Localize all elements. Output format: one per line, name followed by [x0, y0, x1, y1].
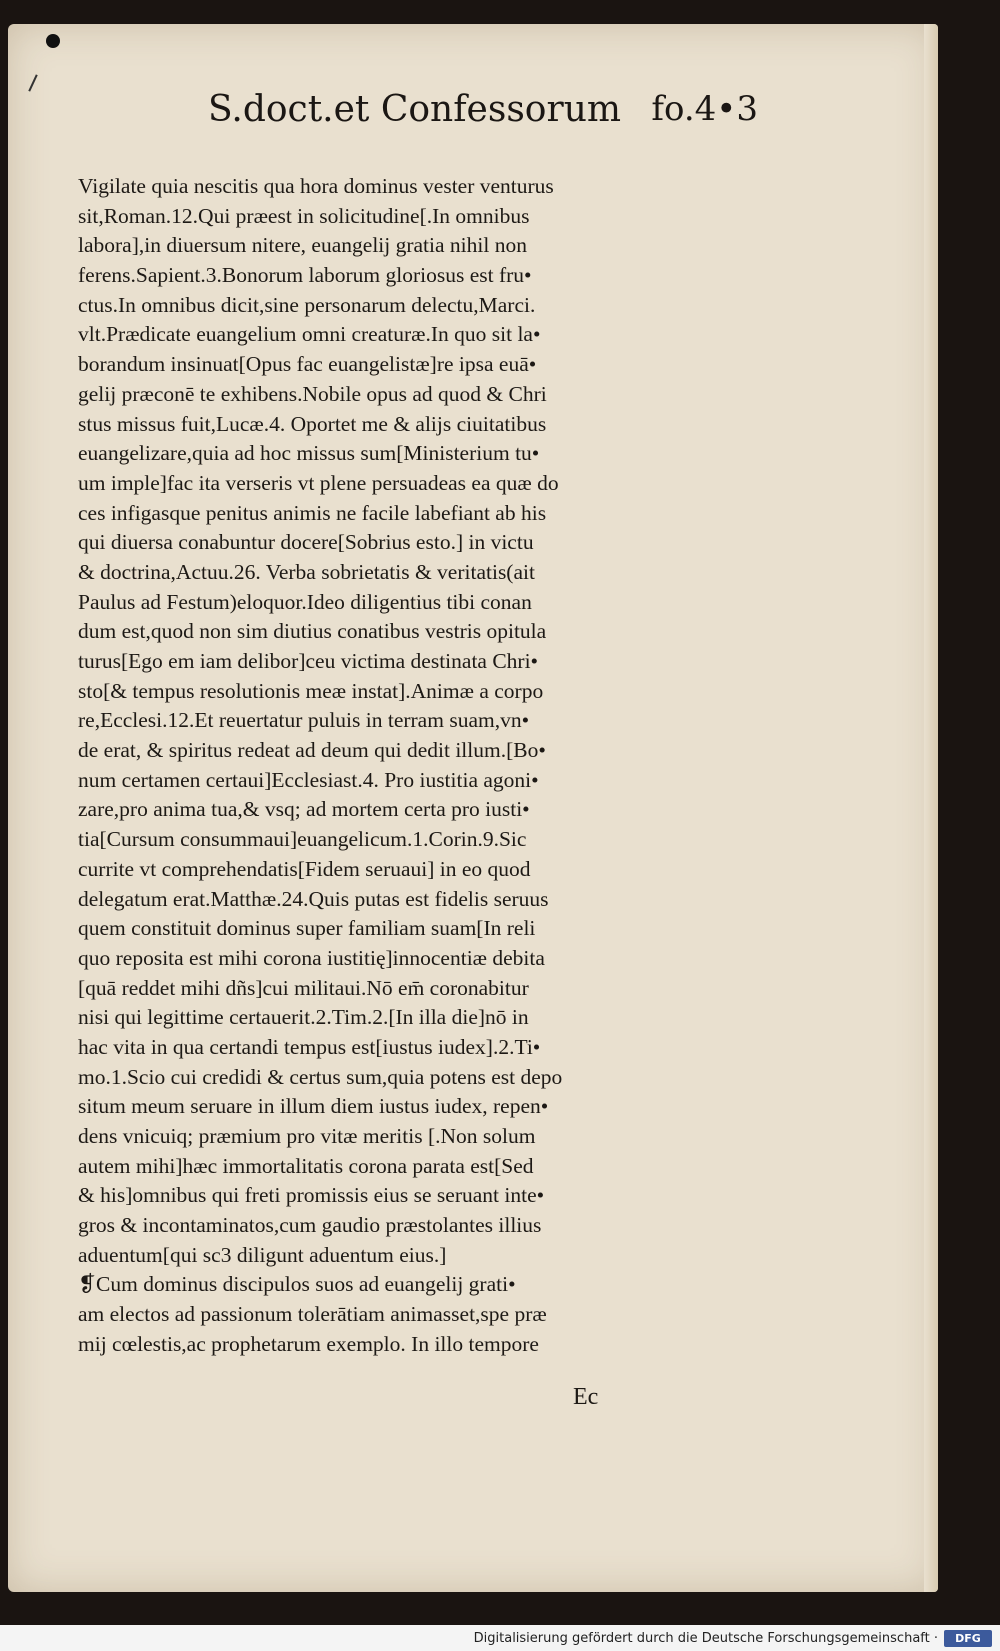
folio-number: fo.4•3: [651, 89, 758, 129]
text-line: Vigilate quia nescitis qua hora dominus vester venturus: [78, 174, 554, 198]
text-line: re,Ecclesi.12.Et reuertatur puluis in terram suam,vn•: [78, 708, 530, 733]
text-line: ctus.In omnibus dicit,sine personarum delectu,Marci.: [78, 292, 536, 317]
text-line: gros & incontaminatos,cum gaudio præstolantes illius: [78, 1213, 542, 1238]
text-line: [quā reddet mihi dñs]cui militaui.Nō em̄ coronabitur: [78, 975, 529, 1000]
text-line: quem constituit dominus super familiam suam[In reli: [78, 916, 536, 941]
text-line: stus missus fuit,Lucæ.4. Oportet me & alijs ciuitatibus: [78, 411, 547, 436]
text-line: hac vita in qua certandi tempus est[iustus iudex].2.Ti•: [78, 1034, 541, 1059]
text-line: vlt.Prædicate euangelium omni creaturæ.In quo sit la•: [78, 322, 541, 347]
running-head: [208, 89, 758, 149]
text-line: euangelizare,quia ad hoc missus sum[Ministerium tu•: [78, 441, 540, 466]
text-line: labora],in diuersum nitere, euangelij gratia nihil non: [78, 233, 527, 258]
text-line: ❡Cum dominus discipulos suos ad euangelij grati•: [78, 1272, 516, 1297]
text-line: turus[Ego em iam delibor]ceu victima destinata Chri•: [78, 649, 539, 673]
text-block: [78, 172, 748, 1360]
text-line: & his]omnibus qui freti promissis eius se seruant inte•: [78, 1183, 545, 1208]
text-line: ferens.Sapient.3.Bonorum laborum gloriosus est fru•: [78, 263, 532, 288]
text-line: autem mihi]hæc immortalitatis corona parata est[Sed: [78, 1153, 534, 1178]
text-line: gelij præconē te exhibens.Nobile opus ad quod & Chri: [78, 381, 547, 406]
funding-credit: Digitalisierung gefördert durch die Deutsche Forschungsgemeinschaft ·: [473, 1631, 938, 1646]
text-line: sto[& tempus resolutionis meæ instat].Animæ a corpo: [78, 678, 544, 703]
text-line: num certamen certaui]Ecclesiast.4. Pro iustitia agoni•: [78, 767, 539, 792]
paragraph-2: [78, 1270, 748, 1359]
text-line: currite vt comprehendatis[Fidem seruaui] in eo quod: [78, 856, 531, 881]
text-line: am electos ad passionum tolerātiam animasset,spe præ: [78, 1302, 547, 1327]
book-page: [8, 24, 938, 1592]
ink-dot-mark: [46, 34, 60, 48]
dfg-logo: DFG: [944, 1630, 992, 1647]
paragraph-1: [78, 172, 748, 1270]
text-line: & doctrina,Actuu.26. Verba sobrietatis & veritatis(ait: [78, 559, 535, 584]
text-line: mij cœlestis,ac prophetarum exemplo. In illo tempore: [78, 1331, 539, 1356]
text-line: sit,Roman.12.Qui præest in solicitudine[.In omnibus: [78, 203, 530, 228]
pencil-mark: [28, 74, 37, 91]
text-line: quo reposita est mihi corona iustitię]innocentiæ debita: [78, 945, 545, 970]
text-line: borandum insinuat[Opus fac euangelistæ]re ipsa euā•: [78, 352, 537, 377]
text-line: de erat, & spiritus redeat ad deum qui dedit illum.[Bo•: [78, 738, 546, 763]
text-line: delegatum erat.Matthæ.24.Quis putas est fidelis seruus: [78, 886, 549, 911]
text-line: nisi qui legittime certauerit.2.Tim.2.[In illa die]nō in: [78, 1005, 529, 1030]
text-line: tia[Cursum consummaui]euangelicum.1.Corin.9.Sic: [78, 827, 527, 852]
text-line: ces infigasque penitus animis ne facile labefiant ab his: [78, 500, 547, 525]
text-line: mo.1.Scio cui credidi & certus sum,quia potens est depo: [78, 1064, 563, 1089]
text-line: Paulus ad Festum)eloquor.Ideo diligentius tibi conan: [78, 589, 532, 614]
text-line: situm meum seruare in illum diem iustus iudex, repen•: [78, 1094, 549, 1119]
footer-bar: [0, 1625, 1000, 1651]
text-line: dens vnicuiq; præmium pro vitæ meritis [.Non solum: [78, 1124, 536, 1148]
text-line: um imple]fac ita verseris vt plene persuadeas ea quæ do: [78, 470, 559, 495]
text-line: qui diuersa conabuntur docere[Sobrius esto.] in victu: [78, 530, 534, 555]
text-line: dum est,quod non sim diutius conatibus vestris opitula: [78, 619, 547, 644]
catchword: Ec: [573, 1384, 599, 1410]
running-title: S.doct.et Confessorum: [208, 89, 622, 130]
text-line: zare,pro anima tua,& vsq; ad mortem certa pro iusti•: [78, 797, 530, 822]
text-line: aduentum[qui sc3 diligunt aduentum eius.]: [78, 1242, 447, 1267]
page-edge: [924, 24, 938, 1592]
